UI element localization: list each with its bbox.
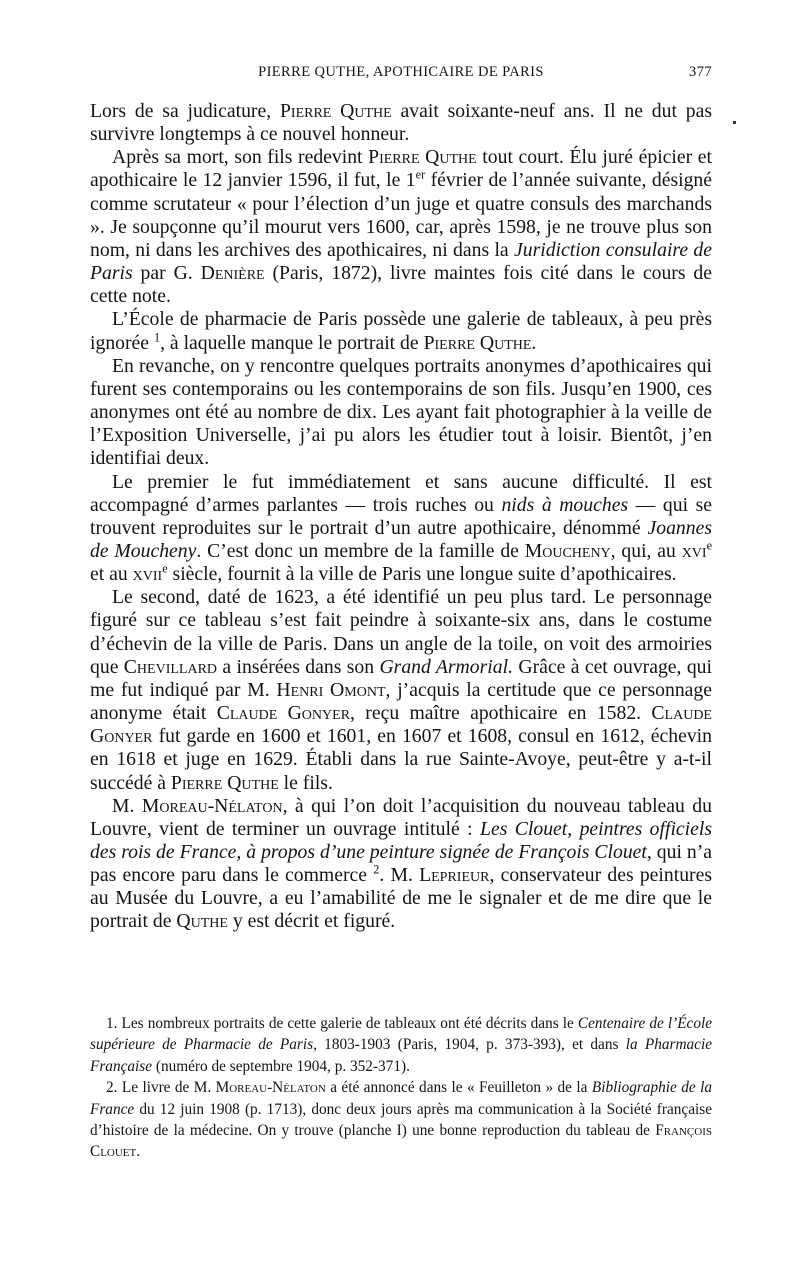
text-run: et au: [90, 563, 133, 586]
body-text: [90, 100, 712, 934]
text-run: , j’acquis la certitude que ce personnage anonyme était: [90, 678, 712, 725]
text-run: , à laquelle manque le portrait de: [160, 331, 424, 354]
small-caps-text: Henri Omont: [276, 678, 386, 701]
small-caps-text: Moucheny: [524, 539, 611, 562]
superscript: e: [706, 538, 712, 553]
text-run: tout court. Élu juré épicier et apothicaire le 12 janvier 1596, il fut, le 1: [90, 146, 712, 192]
italic-text: Grand Armorial.: [379, 655, 513, 678]
small-caps-text: Pierre Quthe: [170, 771, 279, 794]
text-run: a été annoncé dans le « Feuilleton » de la: [325, 1079, 592, 1097]
small-caps-text: Quthe: [176, 910, 228, 933]
text-run: y est décrit et figuré.: [227, 910, 396, 933]
text-run: (numéro de septembre 1904, p. 352-371).: [152, 1057, 410, 1075]
text-run: Le second, daté de 1623, a été identifié un peu plus tard. Le personnage figuré sur ce tableau s’est fait peindre à soixante-six ans, dans le costume d’échevin de la ville de Paris. Dans un angle de la toile, on voit des armoiries que: [90, 586, 712, 678]
text-run: février de l’année suivante, désigné comme scrutateur « pour l’élection d’un juge et quatre consuls des marchands ». Je soupçonne qu’il mourut vers 1600, car, après 1598, je ne trouve plus son nom, ni dans les archives des apothicaires, ni dans la: [90, 169, 713, 261]
small-caps-text: Moreau-Nélaton: [215, 1079, 326, 1097]
small-caps-text: Claude Gonyer: [216, 702, 351, 725]
text-run: , qui n’a pas encore paru dans le commerce: [90, 841, 712, 887]
italic-text: Centenaire de l’École supérieure de Pharmacie de Paris: [90, 1015, 713, 1054]
text-run: , reçu maître apothicaire en 1582.: [350, 702, 652, 725]
paragraph: [90, 100, 712, 146]
text-run: a insérées dans son: [217, 655, 380, 678]
footnote: [90, 1013, 712, 1077]
footnotes: [90, 1013, 712, 1163]
italic-text: Les Clouet, peintres officiels des rois de France, à propos d’une peinture signée de François Clouet: [90, 817, 713, 863]
paragraph: [90, 308, 712, 354]
text-run: 1. Les nombreux portraits de cette galerie de tableaux ont été décrits dans le: [106, 1015, 578, 1032]
margin-mark: [733, 121, 736, 124]
superscript: er: [415, 167, 426, 182]
text-run: M.: [112, 794, 142, 817]
small-caps-text: François Clouet: [90, 1122, 712, 1161]
text-run: , 1803-1903 (Paris, 1904, p. 373-393), et dans: [313, 1036, 626, 1054]
small-caps-text: Leprieur: [419, 864, 490, 887]
text-run: 2. Le livre de M.: [106, 1079, 216, 1097]
text-run: (Paris, 1872), livre maintes fois cité dans le cours de cette note.: [90, 262, 712, 308]
text-run: . M.: [379, 864, 420, 887]
small-caps-text: Chevillard: [123, 655, 218, 678]
paragraph: [90, 355, 712, 471]
text-run: Après sa mort, son fils redevint: [112, 146, 369, 169]
superscript: 2: [373, 862, 380, 877]
italic-text: Joannes de Moucheny: [90, 516, 712, 562]
text-run: L’École de pharmacie de Paris possède une galerie de tableaux, à peu près ignorée: [90, 308, 712, 354]
text-run: — qui se trouvent reproduites sur le portrait d’un autre apothicaire, dénommé: [90, 493, 712, 539]
paragraph: [90, 471, 712, 587]
text-run: fut garde en 1600 et 1601, en 1607 et 1608, consul en 1612, échevin en 1618 et juge en 1629. Établi dans la rue Sainte-Avoye, peut-être y a-t-il succédé à: [90, 725, 712, 794]
small-caps-text: xvi: [681, 539, 707, 562]
text-run: siècle, fournit à la ville de Paris une longue suite d’apothicaires.: [167, 563, 677, 586]
italic-text: Bibliographie de la France: [90, 1079, 712, 1118]
paragraph: [90, 795, 712, 934]
superscript: e: [162, 561, 168, 576]
running-header: [90, 64, 712, 88]
small-caps-text: Pierre Quthe: [423, 331, 532, 354]
text-run: . C’est donc un membre de la famille de: [196, 539, 525, 562]
superscript: 1: [153, 330, 161, 344]
text-run: En revanche, on y rencontre quelques portraits anonymes d’apothicaires qui furent ses contemporains ou les contemporains de son fils. Jusqu’en 1900, ces anonymes ont été au nombre de dix. Les ayant fait photographier à la veille de l’Exposition Universelle, j’ai pu alors les étudier tout à loisir. Bientôt, j’en identifiai deux.: [90, 354, 712, 470]
small-caps-text: Pierre Quthe: [279, 100, 392, 122]
running-title: PIERRE QUTHE, APOTHICAIRE DE PARIS: [258, 64, 544, 80]
text-run: , à qui l’on doit l’acquisition du nouveau tableau du Louvre, vient de terminer un ouvrage intitulé :: [90, 794, 712, 840]
italic-text: la Pharmacie Française: [90, 1036, 713, 1075]
text-run: .: [136, 1143, 141, 1161]
text-run: .: [531, 331, 537, 354]
page-number: 377: [689, 64, 712, 80]
paragraph: [90, 586, 712, 794]
small-caps-text: Denière: [200, 262, 265, 285]
small-caps-text: Claude Gonyer: [90, 702, 712, 748]
text-run: , qui, au: [610, 539, 682, 562]
text-run: Lors de sa judicature,: [90, 100, 280, 122]
italic-text: nids à mouches: [501, 493, 629, 516]
text-run: Le premier le fut immédiatement et sans aucune difficulté. Il est accompagné d’armes parlantes — trois ruches ou: [90, 470, 712, 516]
text-run: le fils.: [278, 771, 333, 794]
text-run: , conservateur des peintures au Musée du Louvre, a eu l’amabilité de me le signaler et de me dire que le portrait de: [90, 864, 712, 933]
small-caps-text: Moreau-Nélaton: [141, 794, 283, 817]
footnote: [90, 1077, 712, 1163]
paragraph: [90, 146, 712, 308]
italic-text: Juridiction consulaire de Paris: [90, 238, 713, 285]
small-caps-text: xvii: [132, 563, 163, 586]
text-run: du 12 juin 1908 (p. 1713), donc deux jours après ma communication à la Société française d’histoire de la médecine. On y trouve (planche I) une bonne reproduction du tableau de: [90, 1100, 712, 1140]
text-run: avait soixante-neuf ans. Il ne dut pas survivre longtemps à ce nouvel honneur.: [90, 100, 712, 146]
text-run: par G.: [132, 262, 201, 285]
small-caps-text: Pierre Quthe: [368, 146, 477, 169]
text-run: Grâce à cet ouvrage, qui me fut indiqué par M.: [90, 655, 712, 701]
